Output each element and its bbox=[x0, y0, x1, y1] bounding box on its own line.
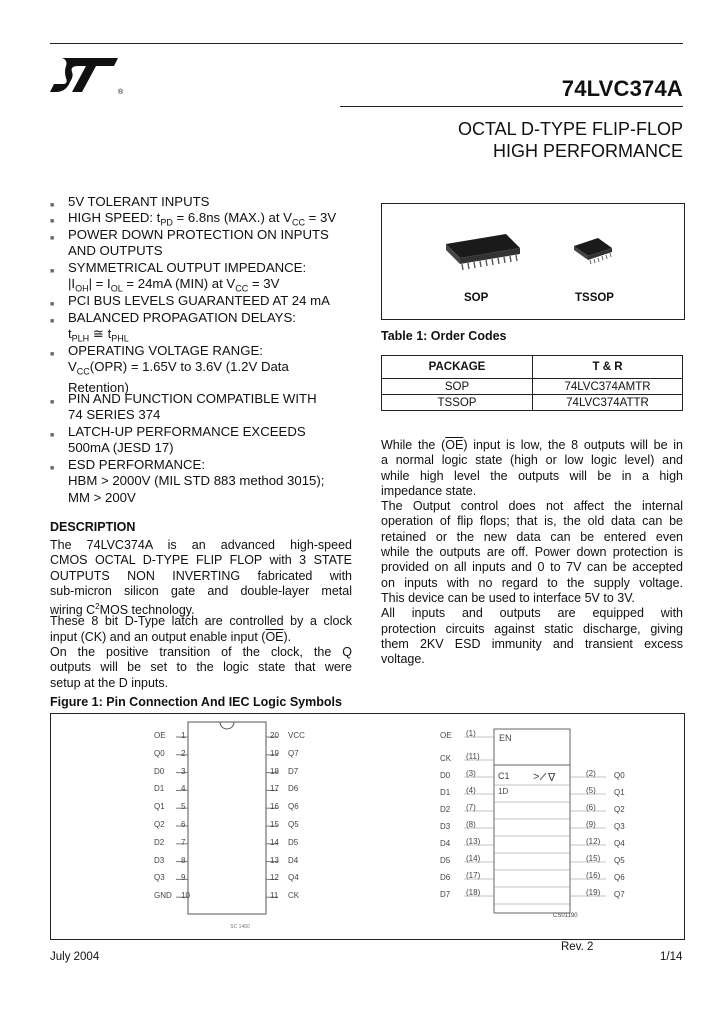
iec-input-number: (8) bbox=[466, 820, 476, 829]
feature-text: V bbox=[68, 359, 77, 375]
description-heading: DESCRIPTION bbox=[50, 520, 136, 534]
text-line: impedance state. bbox=[381, 483, 477, 498]
iec-input-number: (3) bbox=[466, 769, 476, 778]
svg-text:SC 1460: SC 1460 bbox=[230, 924, 250, 930]
text-line: All inputs and outputs are equipped with bbox=[381, 606, 683, 621]
subscript: PHL bbox=[111, 334, 129, 345]
feature-text: SYMMETRICAL OUTPUT IMPEDANCE: bbox=[68, 260, 307, 275]
iec-output-name: Q4 bbox=[614, 839, 625, 848]
footer-revision: Rev. 2 bbox=[561, 941, 594, 953]
subscript: OH bbox=[75, 284, 89, 295]
dip-right-pin-name: D4 bbox=[288, 855, 299, 865]
text-span: wiring C bbox=[50, 603, 96, 618]
dip-right-pin-name: Q5 bbox=[288, 820, 299, 829]
dip-right-pin-name: D7 bbox=[288, 766, 299, 776]
dip-left-pin-number: 10 bbox=[181, 891, 190, 901]
iec-input-name: D1 bbox=[440, 788, 451, 797]
iec-input-name: D2 bbox=[440, 805, 451, 814]
figure-note: CS01190 bbox=[553, 913, 578, 919]
iec-output-name: Q3 bbox=[614, 822, 625, 831]
feature-item bbox=[50, 343, 355, 397]
text-line: retained or the new data can be entered even bbox=[381, 529, 683, 544]
iec-output-number: (15) bbox=[586, 854, 601, 863]
package-box bbox=[381, 203, 685, 320]
iec-input-number: (17) bbox=[466, 871, 481, 880]
iec-output-name: Q1 bbox=[614, 788, 625, 797]
dip-left-pin-number: 7 bbox=[181, 837, 186, 847]
bullet-icon: ■ bbox=[50, 235, 55, 242]
iec-c1-label: C1 bbox=[498, 771, 510, 781]
dip-left-pin-name: GND bbox=[154, 891, 172, 901]
iec-output-name: Q5 bbox=[614, 856, 625, 865]
feature-text: = 3V bbox=[248, 276, 280, 292]
text-line: voltage. bbox=[381, 652, 425, 667]
feature-text: ≅ t bbox=[89, 326, 112, 342]
dip-right-pin-number: 20 bbox=[270, 731, 279, 740]
dip-right-pin-number: 17 bbox=[270, 784, 279, 794]
subscript: PD bbox=[160, 217, 173, 228]
cell-code: 74LVC374AMTR bbox=[533, 379, 683, 395]
text-span: $\overline{OE}$ bbox=[265, 629, 284, 644]
feature-text: LATCH-UP PERFORMANCE EXCEEDS bbox=[68, 424, 306, 439]
text-span: MOS technology. bbox=[99, 603, 195, 618]
dip-left-pin-name: Q3 bbox=[154, 873, 165, 883]
tssop-package-icon bbox=[568, 234, 618, 270]
iec-input-number: (1) bbox=[466, 729, 476, 738]
bullet-icon: ■ bbox=[50, 432, 55, 439]
cell-code: 74LVC374ATTR bbox=[533, 395, 683, 411]
text-line bbox=[50, 599, 352, 618]
iec-output-name: Q0 bbox=[614, 771, 625, 780]
text-line: These 8 bit D-Type latch are controlled by a clock bbox=[50, 614, 352, 629]
feature-text: POWER DOWN PROTECTION ON INPUTS bbox=[68, 227, 329, 242]
iec-output-number: (5) bbox=[586, 786, 596, 795]
iec-output-name: Q2 bbox=[614, 805, 625, 814]
title-line-2: HIGH PERFORMANCE bbox=[492, 141, 683, 161]
dip-right-pin-number: 14 bbox=[270, 837, 279, 847]
dip-left-pin-number: 2 bbox=[181, 748, 186, 758]
text-line: provided on all inputs and 0 to 7V can be accepted bbox=[381, 560, 683, 575]
text-span: input (CK) and an output enable input ( bbox=[50, 629, 266, 644]
subscript: CC bbox=[291, 217, 305, 228]
subscript: PLH bbox=[71, 334, 90, 345]
text-line: outputs will be set to the logic state that were bbox=[50, 660, 352, 675]
table-row bbox=[382, 395, 683, 411]
dip-right-pin-number: 11 bbox=[270, 891, 279, 901]
dip-right-pin-name: Q7 bbox=[288, 748, 299, 758]
top-rule bbox=[50, 43, 683, 44]
dip-pinout-diagram bbox=[140, 720, 330, 930]
dip-right-pin-number: 16 bbox=[270, 802, 279, 812]
order-codes-table bbox=[381, 355, 683, 411]
feature-item bbox=[50, 310, 355, 347]
title-line-1: OCTAL D-TYPE FLIP-FLOP bbox=[457, 119, 683, 139]
text-line: while high level the outputs will be in a high bbox=[381, 468, 683, 483]
dip-left-pin-number: 8 bbox=[181, 855, 186, 865]
feature-item bbox=[50, 424, 355, 457]
iec-output-name: Q7 bbox=[614, 890, 625, 899]
feature-text: HIGH SPEED: t bbox=[68, 210, 161, 225]
feature-text: 5V TOLERANT INPUTS bbox=[68, 194, 210, 209]
order-table-caption: Table 1: Order Codes bbox=[381, 329, 507, 343]
iec-output-name: Q6 bbox=[614, 873, 625, 882]
bullet-icon: ■ bbox=[50, 351, 55, 358]
feature-text: t bbox=[68, 326, 72, 342]
text-line: The Output control does not affect the internal bbox=[381, 499, 683, 514]
text-line: CMOS OCTAL D-TYPE FLIP FLOP with 3 STATE bbox=[50, 553, 352, 568]
iec-input-number: (7) bbox=[466, 803, 476, 812]
subscript: OL bbox=[110, 284, 123, 295]
iec-input-name: D6 bbox=[440, 873, 451, 882]
right-paragraph bbox=[381, 438, 683, 667]
bullet-icon: ■ bbox=[50, 218, 55, 225]
feature-text: HBM > 2000V (MIL STD 883 method 3015); bbox=[68, 473, 325, 489]
dip-left-pin-name: D2 bbox=[154, 837, 165, 847]
text-line: operation of flip flops; that is, the old data can be bbox=[381, 514, 683, 529]
text-line: On the positive transition of the clock, the Q bbox=[50, 645, 352, 660]
iec-input-name: CK bbox=[440, 754, 452, 763]
iec-input-name: D0 bbox=[440, 771, 451, 780]
feature-text: OPERATING VOLTAGE RANGE: bbox=[68, 343, 263, 358]
text-span: ) input is low, the 8 outputs will be in bbox=[463, 438, 683, 452]
sop-package-icon bbox=[436, 230, 526, 276]
iec-input-name: D3 bbox=[440, 822, 451, 831]
iec-output-number: (12) bbox=[586, 837, 601, 846]
tssop-label: TSSOP bbox=[575, 292, 614, 304]
text-line: a normal logic state (high or low logic level) and bbox=[381, 453, 683, 468]
part-number: 74LVC374A bbox=[561, 76, 683, 101]
subscript: CC bbox=[76, 367, 90, 378]
dip-right-pin-name: Q6 bbox=[288, 802, 299, 812]
bullet-icon: ■ bbox=[50, 268, 55, 275]
feature-item bbox=[50, 457, 355, 506]
dip-left-pin-name: D0 bbox=[154, 766, 165, 776]
dip-right-pin-number: 15 bbox=[270, 820, 279, 829]
dip-right-pin-name: D6 bbox=[288, 784, 299, 794]
feature-text: 500mA (JESD 17) bbox=[68, 440, 174, 456]
text-line: OUTPUTS NON INVERTING fabricated with bbox=[50, 568, 352, 583]
iec-input-name: D5 bbox=[440, 856, 451, 865]
iec-input-name: OE bbox=[440, 731, 452, 740]
iec-input-name: D4 bbox=[440, 839, 451, 848]
iec-input-number: (11) bbox=[466, 752, 480, 761]
iec-output-number: (2) bbox=[586, 769, 596, 778]
text-line: The 74LVC374A is an advanced high-speed bbox=[50, 538, 352, 552]
dip-left-pin-number: 5 bbox=[181, 802, 186, 812]
feature-text: |I bbox=[68, 276, 76, 292]
feature-text: (OPR) = 1.65V to 3.6V (1.2V Data bbox=[89, 359, 289, 375]
subscript: CC bbox=[235, 284, 249, 295]
text-line: while the outputs are off. Power down protection is bbox=[381, 545, 683, 560]
dip-right-pin-name: VCC bbox=[288, 731, 305, 740]
feature-text: MM > 200V bbox=[68, 489, 136, 505]
feature-text: = 24mA (MIN) at V bbox=[122, 276, 236, 292]
col-tr: T & R bbox=[533, 356, 683, 379]
bullet-icon: ■ bbox=[50, 301, 55, 308]
text-line: sub-micron silicon gate and double-layer metal bbox=[50, 583, 352, 598]
dip-left-pin-name: Q0 bbox=[154, 748, 165, 758]
dip-left-pin-name: Q2 bbox=[154, 820, 165, 829]
text-line: them 2KV ESD immunity and transient excess bbox=[381, 636, 683, 651]
feature-text: Retention) bbox=[68, 380, 129, 396]
iec-output-number: (16) bbox=[586, 871, 601, 880]
iec-input-number: (13) bbox=[466, 837, 481, 846]
svg-text:®: ® bbox=[118, 89, 124, 96]
feature-text: ESD PERFORMANCE: bbox=[68, 457, 206, 472]
dip-left-pin-number: 1 bbox=[181, 731, 186, 740]
feature-item bbox=[50, 260, 355, 297]
text-line: This device can be used to interface 5V to 3V. bbox=[381, 590, 635, 605]
text-line bbox=[50, 630, 352, 645]
bullet-icon: ■ bbox=[50, 399, 55, 406]
iec-en-label: EN bbox=[499, 733, 512, 743]
superscript: 2 bbox=[95, 602, 100, 612]
dip-right-pin-number: 12 bbox=[270, 873, 279, 883]
dip-left-pin-name: D3 bbox=[154, 855, 165, 865]
dip-right-pin-number: 19 bbox=[270, 748, 279, 758]
iec-1d-label: 1D bbox=[498, 787, 509, 796]
text-line: setup at the D inputs. bbox=[50, 675, 169, 690]
bullet-icon: ■ bbox=[50, 318, 55, 325]
dip-right-pin-number: 18 bbox=[270, 766, 279, 776]
sop-label: SOP bbox=[464, 292, 489, 304]
dip-left-pin-name: Q1 bbox=[154, 802, 165, 812]
iec-triangle-icon: > bbox=[533, 771, 540, 783]
table-row bbox=[382, 379, 683, 395]
bullet-icon: ■ bbox=[50, 202, 55, 209]
text-line: protection circuits against static discharge, giving bbox=[381, 621, 683, 636]
dip-left-pin-number: 9 bbox=[181, 873, 186, 883]
iec-input-number: (4) bbox=[466, 786, 476, 795]
col-package: PACKAGE bbox=[382, 356, 533, 379]
text-span: ). bbox=[283, 629, 292, 644]
feature-text: PCI BUS LEVELS GUARANTEED AT 24 mA bbox=[68, 293, 330, 308]
dip-left-pin-number: 3 bbox=[181, 766, 186, 776]
feature-text: = 6.8ns (MAX.) at V bbox=[172, 210, 292, 225]
iec-nabla-icon: ∇ bbox=[548, 772, 556, 784]
cell-package: SOP bbox=[382, 379, 533, 395]
feature-item bbox=[50, 194, 355, 210]
feature-item bbox=[50, 391, 355, 424]
feature-text: BALANCED PROPAGATION DELAYS: bbox=[68, 310, 296, 325]
text-span: $\overline{OE}$ bbox=[445, 438, 464, 452]
footer-date: July 2004 bbox=[50, 951, 100, 963]
st-logo-icon bbox=[52, 52, 124, 100]
dip-left-pin-name: OE bbox=[154, 731, 166, 740]
description-paragraph bbox=[50, 538, 352, 691]
iec-input-name: D7 bbox=[440, 890, 451, 899]
dip-left-pin-number: 6 bbox=[181, 820, 186, 829]
feature-text: = 3V bbox=[304, 210, 337, 225]
text-line bbox=[381, 438, 683, 453]
table-header-row bbox=[382, 356, 683, 379]
iec-output-number: (19) bbox=[586, 888, 601, 897]
iec-output-number: (9) bbox=[586, 820, 596, 829]
title-rule bbox=[340, 106, 683, 107]
feature-item bbox=[50, 227, 355, 260]
dip-left-pin-name: D1 bbox=[154, 784, 165, 794]
bullet-icon: ■ bbox=[50, 465, 55, 472]
text-line: on inputs with no regard to the supply voltage. bbox=[381, 575, 683, 590]
dip-right-pin-name: D5 bbox=[288, 837, 299, 847]
feature-text: 74 SERIES 374 bbox=[68, 407, 161, 423]
dip-right-pin-number: 13 bbox=[270, 855, 279, 865]
feature-text: | = I bbox=[88, 276, 111, 292]
feature-text: PIN AND FUNCTION COMPATIBLE WITH bbox=[68, 391, 317, 406]
iec-input-number: (18) bbox=[466, 888, 481, 897]
feature-text: AND OUTPUTS bbox=[68, 243, 163, 259]
dip-left-pin-number: 4 bbox=[181, 784, 186, 794]
footer-page: 1/14 bbox=[660, 951, 683, 963]
feature-item bbox=[50, 293, 355, 309]
dip-right-pin-name: CK bbox=[288, 891, 300, 901]
dip-right-pin-name: Q4 bbox=[288, 873, 299, 883]
cell-package: TSSOP bbox=[382, 395, 533, 411]
iec-output-number: (6) bbox=[586, 803, 596, 812]
text-span: While the ( bbox=[381, 438, 446, 452]
iec-input-number: (14) bbox=[466, 854, 481, 863]
figure-caption: Figure 1: Pin Connection And IEC Logic Symbols bbox=[50, 695, 342, 709]
